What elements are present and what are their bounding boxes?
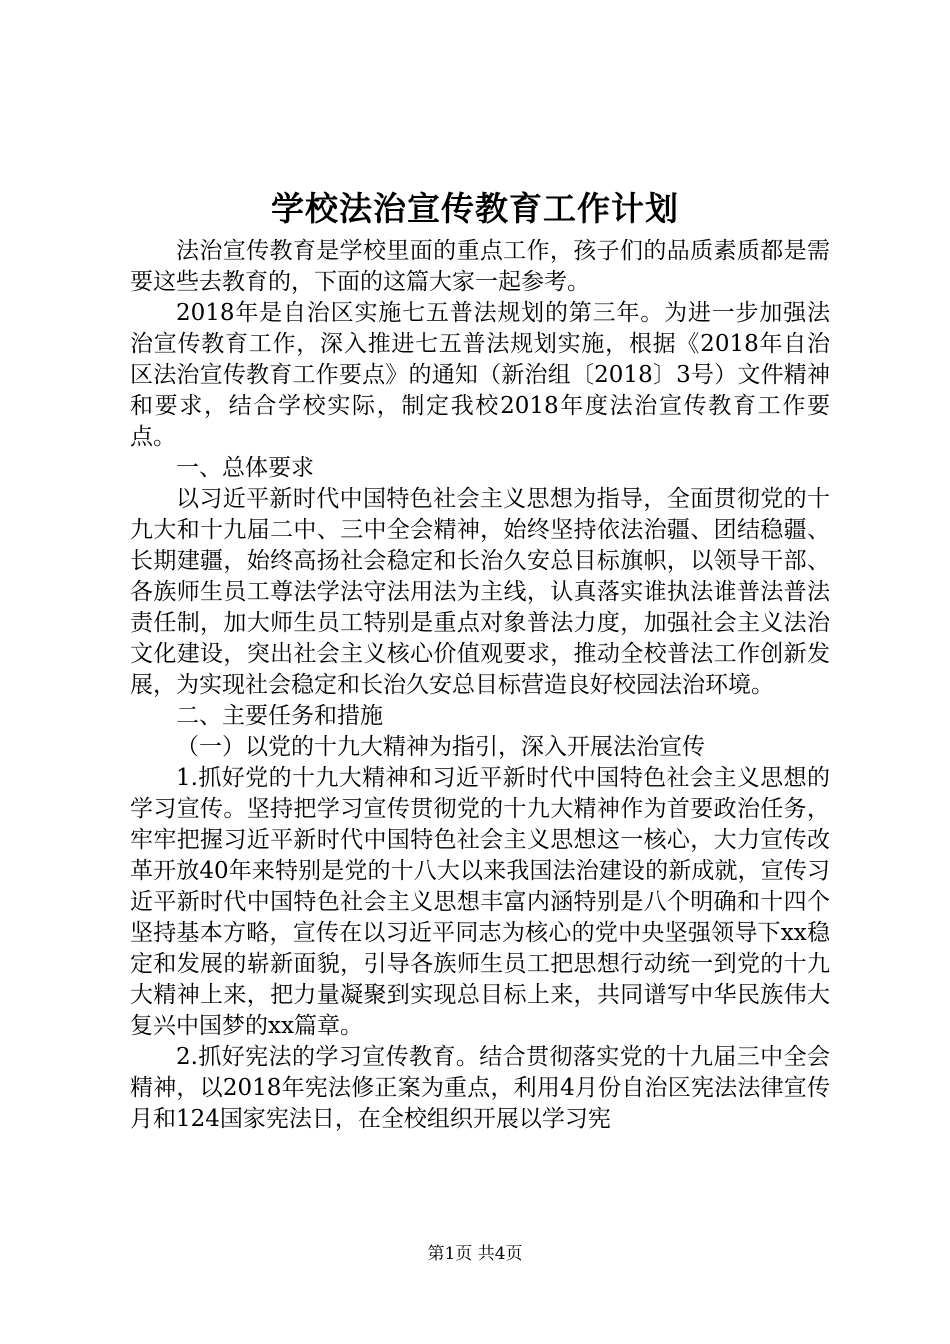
section-heading-general-requirements: 一、总体要求 (176, 455, 314, 481)
paragraph-task-1: 1.抓好党的十九大精神和习近平新时代中国特色社会主义思想的学习宣传。坚持把学习宣传贯彻党的十九大精神作为首要政治任务，牢牢把握习近平新时代中国特色社会主义思想这一核心，大力宣传改革开放40年来特别是党的十八大以来我国法治建设的新成就，宣传习近平新时代中国特色社会主义思想丰富内涵特别是八个明确和十四个坚持基本方略，宣传在以习近平同志为核心的党中央坚强领导下xx稳定和发展的崭新面貌，引导各族师生员工把思想行动统一到党的十九大精神上来，把力量凝聚到实现总目标上来，共同谱写中华民族伟大复兴中国梦的xx篇章。 (130, 765, 830, 1039)
paragraph-intro: 法治宣传教育是学校里面的重点工作，孩子们的品质素质都是需要这些去教育的，下面的这篇大家一起参考。 (130, 238, 830, 295)
page-footer: 第1页 共4页 (427, 1244, 523, 1264)
page-title: 学校法治宣传教育工作计划 (271, 189, 679, 228)
paragraph-task-2: 2.抓好宪法的学习宣传教育。结合贯彻落实党的十九届三中全会精神，以2018年宪法修正案为重点，利用4月份自治区宪法法律宣传月和124国家宪法日，在全校组织开展以学习宪 (130, 1044, 830, 1132)
paragraph-general-requirements: 以习近平新时代中国特色社会主义思想为指导，全面贯彻党的十九大和十九届二中、三中全会精神，始终坚持依法治疆、团结稳疆、长期建疆，始终高扬社会稳定和长治久安总目标旗帜，以领导干部、各族师生员工尊法学法守法用法为主线，认真落实谁执法谁普法普法责任制，加大师生员工特别是重点对象普法力度，加强社会主义法治文化建设，突出社会主义核心价值观要求，推动全校普法工作创新发展，为实现社会稳定和长治久安总目标营造良好校园法治环境。 (130, 486, 830, 698)
paragraph-background: 2018年是自治区实施七五普法规划的第三年。为进一步加强法治宣传教育工作，深入推进七五普法规划实施，根据《2018年自治区法治宣传教育工作要点》的通知（新治组〔2018〕3号）文件精神和要求，结合学校实际，制定我校2018年度法治宣传教育工作要点。 (130, 300, 830, 450)
document-body (130, 236, 830, 1135)
section-heading-main-tasks: 二、主要任务和措施 (176, 703, 383, 729)
subsection-heading-1: （一）以党的十九大精神为指引，深入开展法治宣传 (176, 734, 705, 760)
